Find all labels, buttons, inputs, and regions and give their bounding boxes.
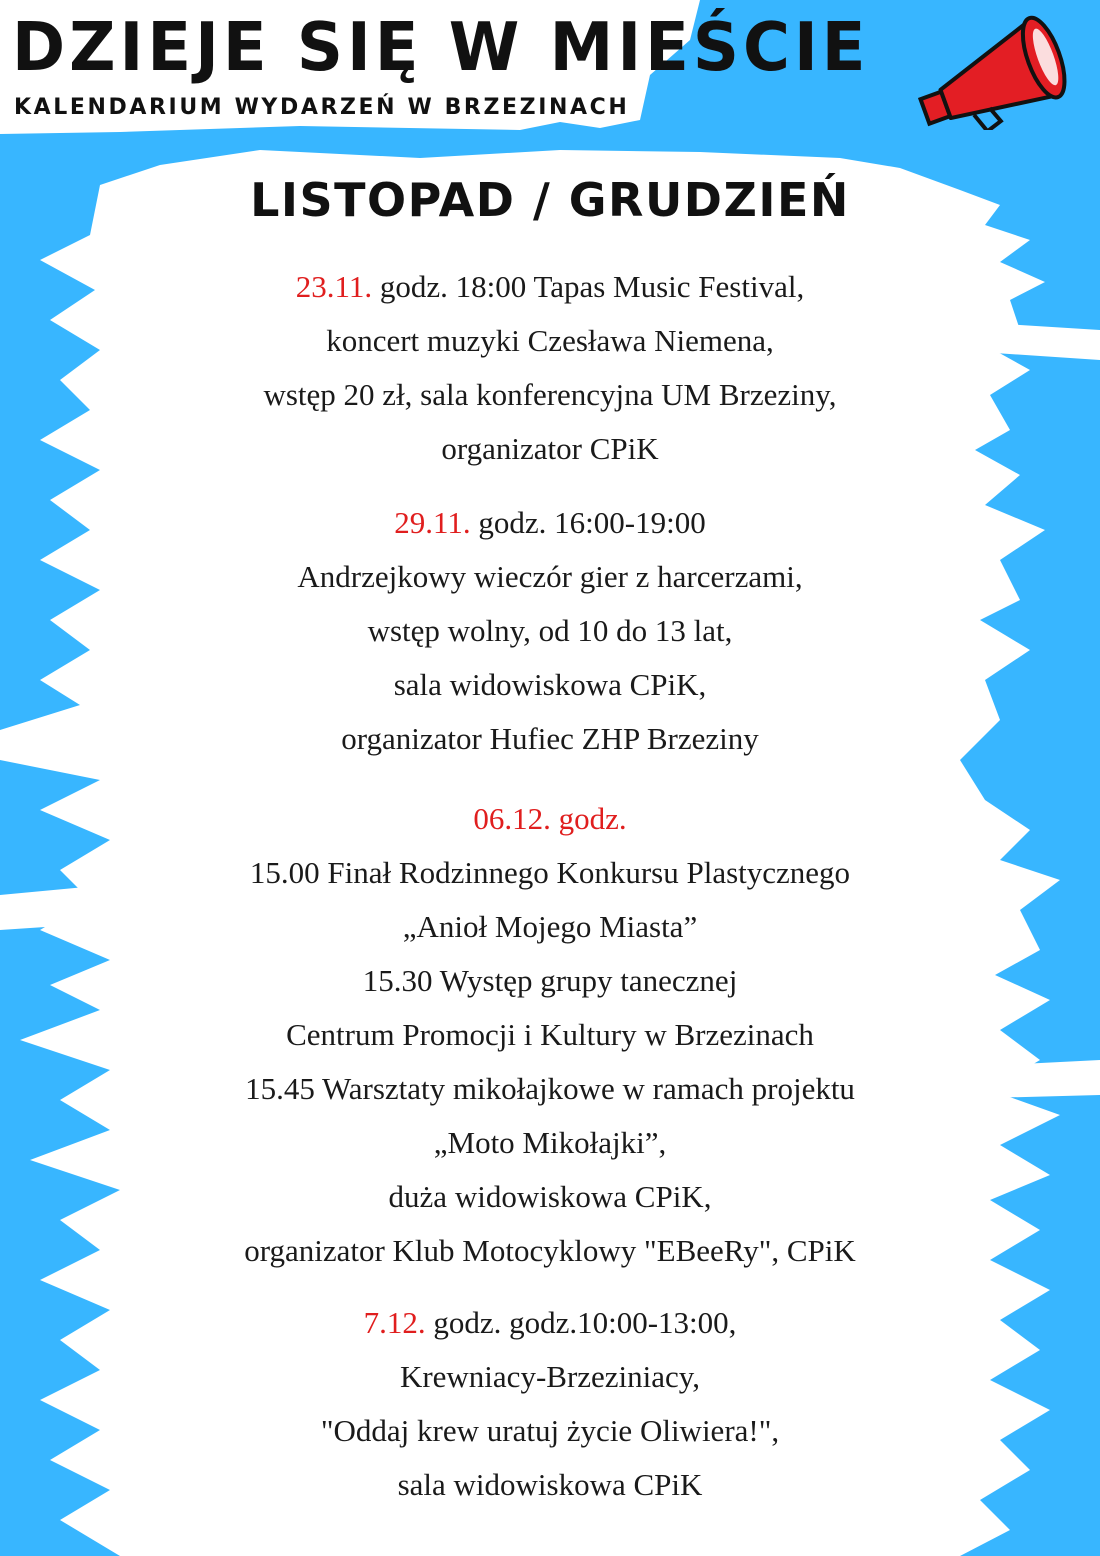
event-date: 23.11. <box>295 269 373 304</box>
event-line: 15.45 Warsztaty mikołajkowe w ramach projektu <box>245 1071 855 1106</box>
page-subtitle: KALENDARIUM WYDARZEŃ W BRZEZINACH <box>14 95 630 120</box>
megaphone-icon <box>905 10 1085 130</box>
page-title: DZIEJE SIĘ W MIEŚCIE <box>12 9 870 87</box>
event-line: organizator CPiK <box>441 431 659 466</box>
event-item <box>0 496 1100 766</box>
event-line: sala widowiskowa CPiK <box>397 1467 703 1502</box>
event-item <box>0 1296 1100 1512</box>
event-line <box>0 496 1100 550</box>
event-line: 15.00 Finał Rodzinnego Konkursu Plastycznego <box>249 855 851 890</box>
event-line: organizator Hufiec ZHP Brzeziny <box>341 721 759 756</box>
event-item <box>0 792 1100 1278</box>
event-line <box>0 1296 1100 1350</box>
event-line: Andrzejkowy wieczór gier z harcerzami, <box>297 559 803 594</box>
event-text: godz. godz.10:00-13:00, <box>433 1305 737 1340</box>
event-line: organizator Klub Motocyklowy "EBeeRy", CPiK <box>244 1233 856 1268</box>
event-line: "Oddaj krew uratuj życie Oliwiera!", <box>320 1413 780 1448</box>
event-date: 06.12. godz. <box>473 801 627 836</box>
section-title: LISTOPAD / GRUDZIEŃ <box>250 173 850 227</box>
event-item <box>0 260 1100 476</box>
event-line: sala widowiskowa CPiK, <box>393 667 707 702</box>
event-line: „Anioł Mojego Miasta” <box>402 909 698 944</box>
event-line <box>0 260 1100 314</box>
event-line: Krewniacy-Brzeziniacy, <box>399 1359 701 1394</box>
event-text: godz. 18:00 Tapas Music Festival, <box>379 269 805 304</box>
event-date: 29.11. <box>394 505 471 540</box>
event-text: godz. 16:00-19:00 <box>478 505 706 540</box>
event-line: 15.30 Występ grupy tanecznej <box>362 963 738 998</box>
event-line: koncert muzyki Czesława Niemena, <box>326 323 774 358</box>
event-line: wstęp 20 zł, sala konferencyjna UM Brzeziny, <box>263 377 837 412</box>
event-date: 7.12. <box>363 1305 426 1340</box>
event-line: „Moto Mikołajki”, <box>433 1125 667 1160</box>
event-line: wstęp wolny, od 10 do 13 lat, <box>367 613 733 648</box>
event-line: duża widowiskowa CPiK, <box>388 1179 712 1214</box>
event-line: Centrum Promocji i Kultury w Brzezinach <box>286 1017 814 1052</box>
